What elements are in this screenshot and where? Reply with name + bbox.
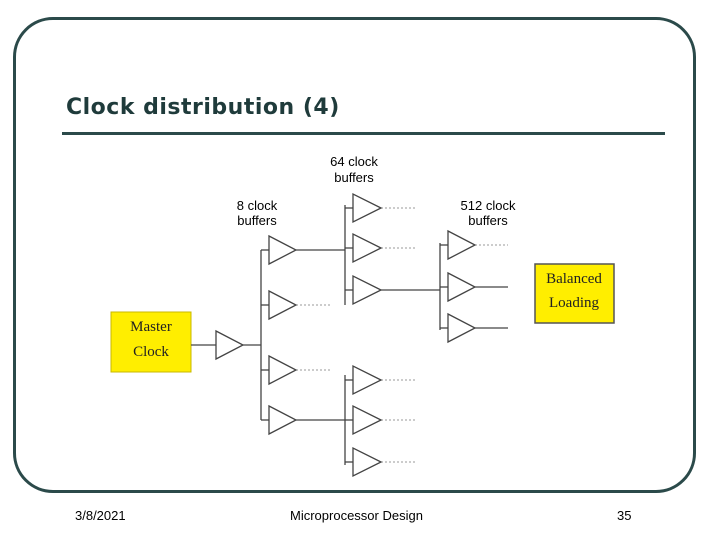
buffer-triangle-s2b (353, 234, 381, 262)
master-clock-line2: Clock (133, 344, 169, 360)
faint-stubs (296, 208, 508, 462)
label-512-line2: buffers (468, 213, 508, 228)
buffer-triangle-s2c (353, 276, 381, 304)
label-512-line1: 512 clock (460, 198, 516, 213)
footer-date: 3/8/2021 (75, 508, 126, 523)
buffer-triangle-s3a (448, 231, 475, 259)
buffer-triangle-master (216, 331, 243, 359)
buffer-triangle-s1c (269, 356, 296, 384)
buffer-triangle-s1a (269, 236, 296, 264)
buffer-triangle-s1b (269, 291, 296, 319)
master-clock-line1: Master (130, 319, 172, 335)
buffer-triangle-s3c (448, 314, 475, 342)
page-number: 35 (617, 508, 632, 523)
balanced-loading-line2: Loading (549, 295, 599, 311)
balanced-loading-line1: Balanced (546, 271, 602, 287)
buffer-triangle-s2a (353, 194, 381, 222)
buffer-triangle-s2d (353, 366, 381, 394)
label-64-line1: 64 clock (330, 154, 378, 169)
buffer-triangle-s3b (448, 273, 475, 301)
slide-title: Clock distribution (4) (66, 95, 340, 120)
buffer-triangle-s2f (353, 448, 381, 476)
label-64-line2: buffers (334, 170, 374, 185)
buffer-triangle-s1d (269, 406, 296, 434)
buffer-triangle-s2e (353, 406, 381, 434)
label-8-line2: buffers (237, 213, 277, 228)
label-8-line1: 8 clock (236, 198, 278, 213)
footer-title: Microprocessor Design (290, 508, 423, 523)
